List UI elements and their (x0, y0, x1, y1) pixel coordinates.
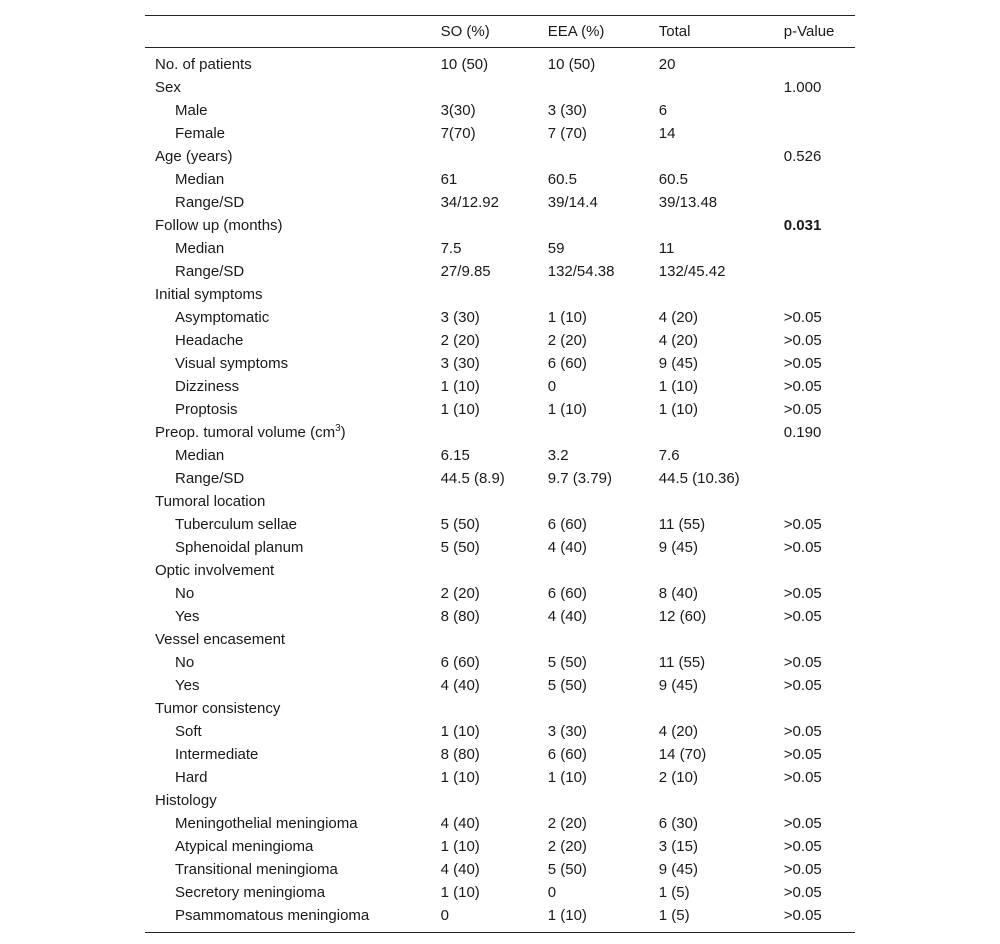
row-label-text: No (175, 654, 195, 671)
table-row (145, 283, 855, 306)
table-row (145, 628, 855, 651)
so-value: 5 (50) (440, 539, 480, 556)
row-label (145, 559, 441, 582)
so-value: 7.5 (440, 240, 462, 257)
total-value: 14 (658, 125, 676, 142)
so-value: 6 (60) (440, 654, 480, 671)
so-value: 8 (80) (440, 746, 480, 763)
row-sublabel (145, 352, 441, 375)
eea-value: 7 (70) (547, 125, 587, 142)
table-row (145, 306, 855, 329)
total-value: 1 (10) (658, 401, 698, 418)
eea-value: 1 (10) (547, 401, 587, 418)
row-label-text: Tuberculum sellae (175, 516, 297, 533)
row-label-text: Median (175, 240, 225, 257)
so-value: 2 (20) (440, 585, 480, 602)
eea-value: 60.5 (547, 171, 577, 188)
eea-value: 0 (547, 378, 557, 395)
row-label-text: Range/SD (175, 470, 245, 487)
p-value: 0.031 (783, 217, 822, 234)
p-value (784, 260, 855, 283)
row-label-text: Tumoral location (155, 493, 266, 510)
row-sublabel (145, 191, 441, 214)
row-sublabel (145, 329, 441, 352)
header-so: SO (%) (440, 23, 490, 40)
table-row (145, 168, 855, 191)
total-value: 11 (55) (658, 654, 706, 671)
row-label-text: No. of patients (155, 56, 252, 73)
row-label-text: Transitional meningioma (175, 861, 338, 878)
table-row (145, 191, 855, 214)
so-value: 1 (10) (440, 401, 480, 418)
row-sublabel (145, 605, 441, 628)
row-label-text: Age (years) (155, 148, 233, 165)
table-row (145, 398, 855, 421)
so-value: 5 (50) (440, 516, 480, 533)
so-value (441, 421, 548, 444)
table-row (145, 444, 855, 467)
total-value: 44.5 (10.36) (658, 470, 740, 487)
table-row (145, 697, 855, 720)
total-value: 9 (45) (658, 355, 698, 372)
so-value: 7(70) (440, 125, 476, 142)
total-value (659, 76, 784, 99)
row-label (145, 48, 441, 77)
p-value (784, 559, 855, 582)
p-value: >0.05 (783, 861, 822, 878)
eea-value: 3.2 (547, 447, 569, 464)
total-value: 11 (55) (658, 516, 706, 533)
so-value: 1 (10) (440, 378, 480, 395)
eea-value (548, 214, 659, 237)
table-row (145, 260, 855, 283)
eea-value: 2 (20) (547, 332, 587, 349)
eea-value: 6 (60) (547, 746, 587, 763)
eea-value: 9.7 (3.79) (547, 470, 612, 487)
so-value: 3 (30) (440, 355, 480, 372)
so-value: 8 (80) (440, 608, 480, 625)
eea-value (548, 283, 659, 306)
row-label-text: Soft (175, 723, 202, 740)
eea-value: 2 (20) (547, 815, 587, 832)
table-row (145, 490, 855, 513)
table-row (145, 674, 855, 697)
total-value (659, 145, 784, 168)
p-value (784, 697, 855, 720)
so-value (441, 628, 548, 651)
eea-value: 4 (40) (547, 608, 587, 625)
p-value (784, 191, 855, 214)
eea-value: 6 (60) (547, 585, 587, 602)
row-label (145, 214, 441, 237)
table-row (145, 881, 855, 904)
row-label-text: Median (175, 447, 225, 464)
eea-value: 3 (30) (547, 102, 587, 119)
p-value: >0.05 (783, 539, 822, 556)
total-value: 4 (20) (658, 309, 698, 326)
so-value: 10 (50) (440, 56, 489, 73)
eea-value: 1 (10) (547, 769, 587, 786)
table-row (145, 651, 855, 674)
total-value: 8 (40) (658, 585, 698, 602)
so-value: 3 (30) (440, 309, 480, 326)
header-label-cell (145, 16, 441, 48)
total-value: 1 (5) (658, 907, 690, 924)
row-sublabel (145, 674, 441, 697)
p-value (784, 237, 855, 260)
row-label-text: Headache (175, 332, 244, 349)
eea-value: 6 (60) (547, 355, 587, 372)
row-label (145, 421, 441, 444)
eea-value: 2 (20) (547, 838, 587, 855)
row-label-text: Range/SD (175, 194, 245, 211)
row-sublabel (145, 122, 441, 145)
row-sublabel (145, 904, 441, 933)
p-value (784, 444, 855, 467)
total-value: 2 (10) (658, 769, 698, 786)
so-value: 4 (40) (440, 861, 480, 878)
row-sublabel (145, 513, 441, 536)
header-eea: EEA (%) (547, 23, 605, 40)
so-value: 3(30) (440, 102, 476, 119)
row-label-text: Asymptomatic (175, 309, 270, 326)
so-value: 44.5 (8.9) (440, 470, 505, 487)
p-value: >0.05 (783, 516, 822, 533)
table-row (145, 352, 855, 375)
row-label-text: Visual symptoms (175, 355, 289, 372)
data-table (145, 15, 855, 933)
total-value: 7.6 (658, 447, 680, 464)
row-sublabel (145, 536, 441, 559)
p-value: >0.05 (783, 401, 822, 418)
row-label (145, 789, 441, 812)
eea-value: 0 (547, 884, 557, 901)
p-value: 0.190 (783, 424, 822, 441)
row-sublabel (145, 720, 441, 743)
so-value: 34/12.92 (440, 194, 499, 211)
row-sublabel (145, 237, 441, 260)
table-row (145, 766, 855, 789)
p-value: >0.05 (783, 608, 822, 625)
row-label-text: Initial symptoms (155, 286, 263, 303)
total-value: 4 (20) (658, 723, 698, 740)
table-row (145, 720, 855, 743)
eea-value (548, 490, 659, 513)
so-value (441, 145, 548, 168)
eea-value (548, 789, 659, 812)
row-sublabel (145, 306, 441, 329)
so-value (441, 697, 548, 720)
total-value: 20 (658, 56, 676, 73)
table-row (145, 812, 855, 835)
row-label (145, 283, 441, 306)
so-value: 1 (10) (440, 769, 480, 786)
row-label-text: Optic involvement (155, 562, 275, 579)
row-label-text: No (175, 585, 195, 602)
row-label-text: Tumor consistency (155, 700, 281, 717)
total-value (659, 214, 784, 237)
total-value: 11 (658, 240, 675, 257)
so-value (441, 490, 548, 513)
row-sublabel (145, 651, 441, 674)
row-label-suffix: ) (340, 424, 346, 441)
row-label-text: Secretory meningioma (175, 884, 326, 901)
total-value: 60.5 (658, 171, 688, 188)
so-value: 6.15 (440, 447, 470, 464)
table-row (145, 559, 855, 582)
row-label-text: Vessel encasement (155, 631, 286, 648)
p-value: 1.000 (783, 79, 822, 96)
p-value: >0.05 (783, 378, 822, 395)
row-sublabel (145, 743, 441, 766)
eea-value: 4 (40) (547, 539, 587, 556)
total-value: 9 (45) (658, 861, 698, 878)
so-value (441, 789, 548, 812)
row-sublabel (145, 398, 441, 421)
total-value: 3 (15) (658, 838, 698, 855)
eea-value: 39/14.4 (547, 194, 598, 211)
eea-value (548, 421, 659, 444)
eea-value: 6 (60) (547, 516, 587, 533)
row-label-text: Yes (175, 608, 200, 625)
row-label (145, 628, 441, 651)
total-value (659, 559, 784, 582)
so-value (441, 559, 548, 582)
table-row (145, 99, 855, 122)
p-value (784, 490, 855, 513)
table-row (145, 743, 855, 766)
table-row (145, 467, 855, 490)
p-value (784, 283, 855, 306)
row-label-text: Dizziness (175, 378, 240, 395)
row-sublabel (145, 582, 441, 605)
table-header (145, 16, 855, 48)
row-sublabel (145, 260, 441, 283)
total-value (659, 283, 784, 306)
eea-value: 1 (10) (547, 907, 587, 924)
p-value: >0.05 (783, 769, 822, 786)
table-row (145, 536, 855, 559)
p-value (784, 168, 855, 191)
eea-value: 5 (50) (547, 861, 587, 878)
row-label-text: Follow up (months) (155, 217, 283, 234)
eea-value (548, 559, 659, 582)
p-value: >0.05 (783, 746, 822, 763)
eea-value (548, 145, 659, 168)
row-label-text: Female (175, 125, 226, 142)
row-label-superscript: 3 (335, 423, 341, 434)
row-sublabel (145, 858, 441, 881)
row-label-text: Median (175, 171, 225, 188)
p-value: >0.05 (783, 723, 822, 740)
row-sublabel (145, 835, 441, 858)
so-value: 1 (10) (440, 838, 480, 855)
eea-value: 3 (30) (547, 723, 587, 740)
row-sublabel (145, 881, 441, 904)
p-value (784, 122, 855, 145)
total-value (659, 789, 784, 812)
row-label-text: Male (175, 102, 208, 119)
row-label (145, 145, 441, 168)
p-value: 0.526 (783, 148, 822, 165)
header-row (145, 16, 855, 48)
row-label (145, 76, 441, 99)
row-label-text: Intermediate (175, 746, 259, 763)
total-value: 6 (30) (658, 815, 698, 832)
row-label-text: Psammomatous meningioma (175, 907, 370, 924)
row-sublabel (145, 812, 441, 835)
so-value (441, 283, 548, 306)
table-row (145, 375, 855, 398)
total-value (659, 697, 784, 720)
total-value (659, 628, 784, 651)
p-value: >0.05 (783, 677, 822, 694)
eea-value (548, 76, 659, 99)
eea-value: 10 (50) (547, 56, 596, 73)
row-sublabel (145, 168, 441, 191)
so-value: 2 (20) (440, 332, 480, 349)
so-value: 4 (40) (440, 815, 480, 832)
p-value: >0.05 (783, 654, 822, 671)
table-row (145, 605, 855, 628)
total-value: 14 (70) (658, 746, 707, 763)
row-sublabel (145, 444, 441, 467)
p-value: >0.05 (783, 355, 822, 372)
row-label-text: Hard (175, 769, 208, 786)
total-value: 12 (60) (658, 608, 707, 625)
table-row (145, 214, 855, 237)
table-row (145, 48, 855, 77)
row-label (145, 490, 441, 513)
total-value (659, 421, 784, 444)
so-value (441, 214, 548, 237)
total-value: 39/13.48 (658, 194, 718, 211)
so-value: 61 (440, 171, 458, 188)
row-sublabel (145, 766, 441, 789)
table-row (145, 421, 855, 444)
table-row (145, 835, 855, 858)
so-value: 4 (40) (440, 677, 480, 694)
p-value (784, 789, 855, 812)
row-sublabel (145, 99, 441, 122)
eea-value (548, 697, 659, 720)
row-label-text: Sphenoidal planum (175, 539, 304, 556)
row-label-text: Preop. tumoral volume (cm (155, 424, 336, 441)
table-row (145, 122, 855, 145)
total-value: 1 (5) (658, 884, 690, 901)
table-row (145, 582, 855, 605)
table-row (145, 237, 855, 260)
row-label-text: Histology (155, 792, 217, 809)
row-sublabel (145, 375, 441, 398)
row-label-text: Proptosis (175, 401, 238, 418)
total-value: 132/45.42 (658, 263, 726, 280)
table-row (145, 76, 855, 99)
p-value (784, 467, 855, 490)
p-value: >0.05 (783, 309, 822, 326)
eea-value: 59 (547, 240, 565, 257)
row-label-text: Yes (175, 677, 200, 694)
table-row (145, 145, 855, 168)
so-value: 0 (440, 907, 449, 924)
table-row (145, 329, 855, 352)
total-value: 1 (10) (658, 378, 698, 395)
row-sublabel (145, 467, 441, 490)
p-value (784, 99, 855, 122)
row-label-text: Meningothelial meningioma (175, 815, 358, 832)
table-row (145, 513, 855, 536)
eea-value: 132/54.38 (547, 263, 615, 280)
p-value: >0.05 (783, 332, 822, 349)
total-value: 9 (45) (658, 677, 698, 694)
header-total: Total (658, 23, 691, 40)
p-value: >0.05 (783, 838, 822, 855)
so-value: 27/9.85 (440, 263, 491, 280)
p-value (784, 48, 855, 77)
table-row (145, 904, 855, 933)
table-row (145, 789, 855, 812)
total-value: 6 (658, 102, 668, 119)
total-value: 4 (20) (658, 332, 698, 349)
total-value (659, 490, 784, 513)
p-value: >0.05 (783, 585, 822, 602)
row-label-text: Atypical meningioma (175, 838, 314, 855)
eea-value: 5 (50) (547, 654, 587, 671)
total-value: 9 (45) (658, 539, 698, 556)
table-body (145, 48, 855, 933)
row-label (145, 697, 441, 720)
eea-value: 5 (50) (547, 677, 587, 694)
table-row (145, 858, 855, 881)
p-value: >0.05 (783, 907, 822, 924)
eea-value: 1 (10) (547, 309, 587, 326)
header-p-value: p-Value (783, 23, 835, 40)
row-label-text: Range/SD (175, 263, 245, 280)
p-value (784, 628, 855, 651)
eea-value (548, 628, 659, 651)
so-value: 1 (10) (440, 884, 480, 901)
so-value: 1 (10) (440, 723, 480, 740)
row-label-text: Sex (155, 79, 181, 96)
p-value: >0.05 (783, 815, 822, 832)
p-value: >0.05 (783, 884, 822, 901)
so-value (441, 76, 548, 99)
